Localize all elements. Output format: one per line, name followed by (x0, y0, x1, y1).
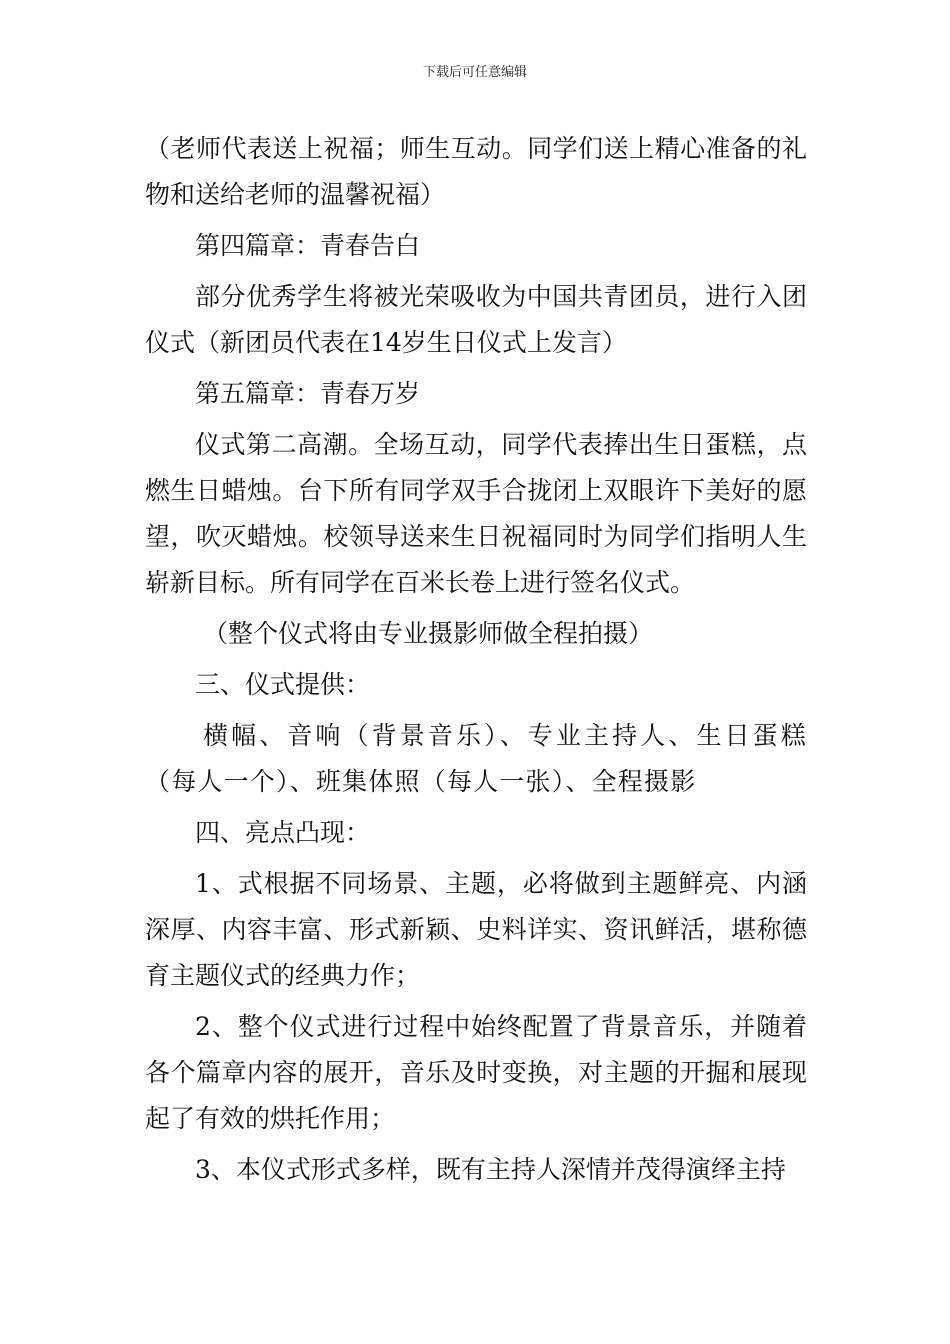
paragraph-highlight-one: 1、式根据不同场景、主题，必将做到主题鲜亮、内涵深厚、内容丰富、形式新颖、史料详实、资讯鲜活，堪称德育主题仪式的经典力作； (145, 869, 807, 990)
paragraph-ceremony-climax: 仪式第二高潮。全场互动，同学代表捧出生日蛋糕，点燃生日蜡烛。台下所有同学双手合拢闭上双眼许下美好的愿望，吹灭蜡烛。校领导送来生日祝福同时为同学们指明人生崭新目标。所有同学在百米长卷上进行签名仪式。 (145, 430, 807, 597)
heading-chapter-five: 第五篇章：青春万岁 (195, 379, 421, 408)
paragraph-teacher-blessing: （老师代表送上祝福；师生互动。同学们送上精心准备的礼物和送给老师的温馨祝福） (145, 134, 807, 209)
paragraph-photography-note: （整个仪式将由专业摄影师做全程拍摄） (203, 619, 654, 648)
paragraph-highlight-two: 2、整个仪式进行过程中始终配置了背景音乐，并随着各个篇章内容的展开，音乐及时变换，对主题的开掘和展现起了有效的烘托作用； (145, 1012, 807, 1133)
heading-section-three: 三、仪式提供： (195, 670, 371, 699)
paragraph-highlight-three: 3、本仪式形式多样，既有主持人深情并茂得演绎主持 (195, 1155, 786, 1184)
page-header: 下载后可任意编辑 (422, 65, 527, 80)
paragraph-league-ceremony: 部分优秀学生将被光荣吸收为中国共青团员，进行入团仪式（新团员代表在14岁生日仪式上发言） (145, 282, 807, 357)
heading-section-four: 四、亮点凸现： (195, 818, 371, 847)
paragraph-provided-items: 横幅、音响（背景音乐）、专业主持人、生日蛋糕（每人一个）、班集体照（每人一张）、全程摄影 (145, 721, 807, 796)
heading-chapter-four: 第四篇章：青春告白 (195, 231, 421, 260)
document-body (145, 126, 807, 1198)
